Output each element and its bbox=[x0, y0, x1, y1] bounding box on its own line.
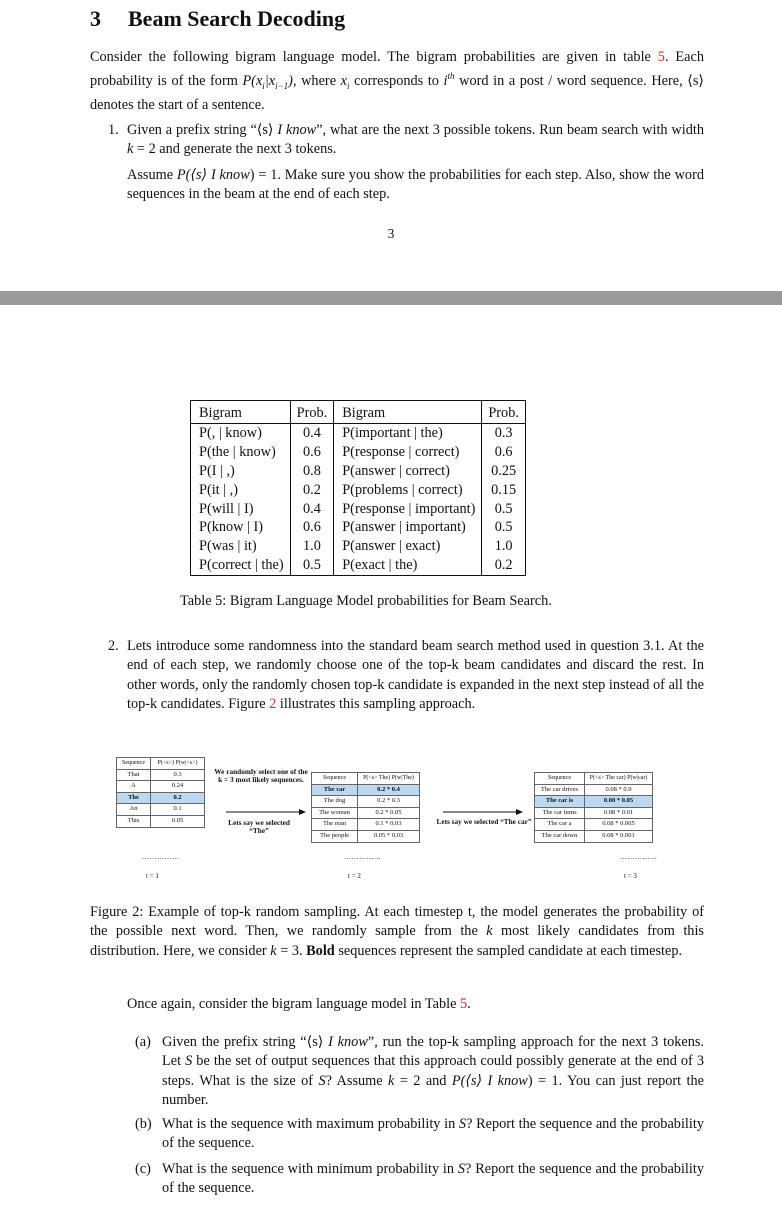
figure-table-t1 bbox=[116, 757, 205, 828]
figure-cell: The car turns bbox=[535, 807, 585, 819]
table-cell: 0.8 bbox=[290, 462, 334, 481]
intro-text-4: corresponds to bbox=[349, 73, 444, 90]
table-cell: 0.6 bbox=[290, 518, 334, 537]
figure-table-t3 bbox=[534, 772, 653, 843]
section-title-text: Beam Search Decoding bbox=[128, 6, 346, 31]
figure-table-header bbox=[312, 773, 420, 785]
section-title bbox=[90, 6, 345, 32]
figure-dots-t1: …………… bbox=[142, 853, 180, 861]
figure-cell: The woman bbox=[312, 807, 358, 819]
figure-cell: An bbox=[117, 804, 151, 816]
figure-row bbox=[117, 781, 205, 793]
intro-text-5: word in a post / word sequence. Here, ⟨s⟩ denotes the start of a sentence. bbox=[90, 73, 705, 114]
figure-table-header bbox=[535, 773, 653, 785]
table-cell: 0.5 bbox=[482, 500, 526, 519]
figure-cell: 0.05 bbox=[151, 815, 205, 827]
figure-cell: 0.08 * 0.05 bbox=[585, 796, 653, 808]
figure-cell: The car is bbox=[535, 796, 585, 808]
bigram-table bbox=[190, 400, 526, 576]
table-link[interactable]: 5 bbox=[460, 996, 468, 1012]
table-link[interactable]: 5 bbox=[657, 49, 665, 65]
table-header-row bbox=[191, 401, 526, 424]
intro-text-1: Consider the following bigram language model. The bigram probabilities are given in table bbox=[90, 49, 658, 65]
table-cell: P(problems | correct) bbox=[334, 481, 482, 500]
figure-time-t1: t = 1 bbox=[146, 872, 159, 880]
table-header: Bigram bbox=[191, 401, 291, 424]
figure-link[interactable]: 2 bbox=[269, 695, 277, 712]
table-row bbox=[191, 481, 526, 500]
subquestion-c-body: What is the sequence with minimum probability in S? Report the sequence and the probability of the sequence. bbox=[162, 1161, 704, 1197]
figure-header-cell: Sequence bbox=[117, 758, 151, 770]
figure-cell: 0.08 * 0.9 bbox=[585, 784, 653, 796]
intro-ith: $i^{th}$ bbox=[443, 71, 455, 90]
figure-cell: 0.2 bbox=[151, 792, 205, 804]
page-divider bbox=[0, 291, 782, 305]
figure-note-select: We randomly select one of the k = 3 most likely sequences. bbox=[214, 767, 308, 785]
figure-cell: 0.08 * 0.005 bbox=[585, 819, 653, 831]
table-row bbox=[191, 462, 526, 481]
table-cell: P(correct | the) bbox=[191, 556, 291, 575]
figure-table-header bbox=[117, 758, 205, 770]
figure-caption: Figure 2: Example of top-k random sampling. At each timestep t, the model generates the probability of the possible next word. Then, we randomly sample from the k most likely candidates from this distribution. Here, we consider k = 3. Bold sequences represent the sampled candidate at each timestep. bbox=[90, 904, 704, 959]
intro-formula: $P(x_i|x_{i-1})$ bbox=[242, 73, 293, 91]
table-cell: 0.5 bbox=[482, 518, 526, 537]
arrow-right-icon bbox=[443, 808, 523, 816]
figure-cell: 0.08 * 0.001 bbox=[585, 830, 653, 842]
intro-xi: $x_i$ bbox=[340, 73, 350, 91]
figure-cell: That bbox=[117, 769, 151, 781]
table-cell: P(answer | correct) bbox=[334, 462, 482, 481]
arrow-right-icon bbox=[226, 808, 306, 816]
figure-cell: 0.05 * 0.03 bbox=[358, 830, 420, 842]
table-cell: 0.2 bbox=[290, 481, 334, 500]
subquestion-a-label: (a) bbox=[135, 1034, 151, 1050]
once-again-paragraph: Once again, consider the bigram language model in Table 5. bbox=[127, 996, 471, 1012]
table-cell: P(it | ,) bbox=[191, 481, 291, 500]
table-row bbox=[191, 443, 526, 462]
table-header: Prob. bbox=[290, 401, 334, 424]
figure-cell: This bbox=[117, 815, 151, 827]
table-cell: 0.4 bbox=[290, 423, 334, 442]
figure-cell: The car bbox=[312, 784, 358, 796]
table-cell: P(know | I) bbox=[191, 518, 291, 537]
table-cell: 1.0 bbox=[290, 537, 334, 556]
table-cell: 0.2 bbox=[482, 556, 526, 575]
figure-note-selected-the-car: Lets say we selected “The car” bbox=[436, 817, 532, 826]
figure-header-cell: Sequence bbox=[312, 773, 358, 785]
figure-cell: The bbox=[117, 792, 151, 804]
figure-dots-t2: …………… bbox=[344, 853, 382, 861]
table-cell: 1.0 bbox=[482, 537, 526, 556]
table-header: Bigram bbox=[334, 401, 482, 424]
table-cell: P(answer | exact) bbox=[334, 537, 482, 556]
table-cell: P(answer | important) bbox=[334, 518, 482, 537]
table-cell: P(important | the) bbox=[334, 423, 482, 442]
page-number: 3 bbox=[387, 226, 395, 241]
table-row bbox=[191, 423, 526, 442]
figure-cell: 0.2 * 0.3 bbox=[358, 796, 420, 808]
figure-row bbox=[312, 819, 420, 831]
question-2 bbox=[108, 637, 704, 714]
table-cell: P(response | important) bbox=[334, 500, 482, 519]
figure-cell: The car a bbox=[535, 819, 585, 831]
figure-row bbox=[535, 819, 653, 831]
figure-table-t2 bbox=[311, 772, 420, 843]
figure-cell: 0.24 bbox=[151, 781, 205, 793]
figure-note-selected-the: Lets say we selected “The” bbox=[228, 818, 290, 836]
section-number: 3 bbox=[90, 6, 101, 31]
table-cell: 0.6 bbox=[482, 443, 526, 462]
question-2-label: 2. bbox=[108, 638, 119, 654]
figure-time-t3: t = 3 bbox=[624, 872, 637, 880]
figure-cell: 0.1 * 0.03 bbox=[358, 819, 420, 831]
figure-row bbox=[535, 807, 653, 819]
figure-row bbox=[117, 804, 205, 816]
figure-row bbox=[535, 784, 653, 796]
figure-row bbox=[117, 815, 205, 827]
figure-cell: A bbox=[117, 781, 151, 793]
table-row bbox=[191, 556, 526, 575]
table-cell: 0.4 bbox=[290, 500, 334, 519]
intro-paragraph bbox=[90, 48, 704, 116]
figure-header-cell: P(<s> The) P(w|The) bbox=[358, 773, 420, 785]
figure-cell: The car drives bbox=[535, 784, 585, 796]
figure-cell: 0.2 * 0.05 bbox=[358, 807, 420, 819]
figure-row bbox=[312, 830, 420, 842]
question-1-body: Given a prefix string “⟨s⟩ I know”, what are the next 3 possible tokens. Run beam search with width k = 2 and generate the next 3 tokens. bbox=[127, 122, 704, 158]
table-cell: P(response | correct) bbox=[334, 443, 482, 462]
question-1 bbox=[108, 121, 704, 160]
table-row bbox=[191, 537, 526, 556]
figure-row-selected bbox=[535, 796, 653, 808]
table-cell: P(exact | the) bbox=[334, 556, 482, 575]
figure-row-selected bbox=[117, 792, 205, 804]
subquestion-c bbox=[135, 1160, 704, 1199]
table-cell: 0.25 bbox=[482, 462, 526, 481]
figure-dots-t3: …………… bbox=[620, 853, 658, 861]
table-cell: P(will | I) bbox=[191, 500, 291, 519]
table-cell: P(was | it) bbox=[191, 537, 291, 556]
figure-header-cell: Sequence bbox=[535, 773, 585, 785]
figure-row bbox=[117, 769, 205, 781]
figure-cell: The dog bbox=[312, 796, 358, 808]
question-2-body: Lets introduce some randomness into the standard beam search method used in question 3.1. At the end of each step, we randomly choose one of the top-k beam candidates and discard the rest. In other words, only the randomly chosen top-k candidate is expanded in the next step instead of all the top-k candidates. Figure 2 illustrates this sampling approach. bbox=[127, 638, 704, 712]
intro-text-2: . Each probability is of the form bbox=[90, 49, 704, 90]
figure-row bbox=[312, 796, 420, 808]
figure-cell: 0.2 * 0.4 bbox=[358, 784, 420, 796]
table-cell: 0.6 bbox=[290, 443, 334, 462]
figure-row-selected bbox=[312, 784, 420, 796]
figure-row bbox=[312, 807, 420, 819]
figure-cell: The people bbox=[312, 830, 358, 842]
intro-text-3: , where bbox=[292, 73, 341, 90]
table-cell: P(, | know) bbox=[191, 423, 291, 442]
subquestion-b-label: (b) bbox=[135, 1116, 152, 1132]
subquestion-c-label: (c) bbox=[135, 1161, 151, 1177]
figure-cell: 0.08 * 0.01 bbox=[585, 807, 653, 819]
table-cell: P(I | ,) bbox=[191, 462, 291, 481]
table-row bbox=[191, 500, 526, 519]
table-header: Prob. bbox=[482, 401, 526, 424]
table-caption: Table 5: Bigram Language Model probabilities for Beam Search. bbox=[180, 593, 552, 609]
subquestion-b-body: What is the sequence with maximum probability in S? Report the sequence and the probability of the sequence. bbox=[162, 1116, 704, 1152]
figure-cell: 0.1 bbox=[151, 804, 205, 816]
figure-cell: 0.3 bbox=[151, 769, 205, 781]
subquestion-a bbox=[135, 1033, 704, 1110]
figure-header-cell: P(<s>) P(w|<s>) bbox=[151, 758, 205, 770]
subquestion-b bbox=[135, 1115, 704, 1154]
figure-cell: The man bbox=[312, 819, 358, 831]
table-row bbox=[191, 518, 526, 537]
table-cell: P(the | know) bbox=[191, 443, 291, 462]
figure-cell: The car down bbox=[535, 830, 585, 842]
table-cell: 0.5 bbox=[290, 556, 334, 575]
figure-time-t2: t = 2 bbox=[348, 872, 361, 880]
figure-row bbox=[535, 830, 653, 842]
figure-header-cell: P(<s> The car) P(w|car) bbox=[585, 773, 653, 785]
question-1-label: 1. bbox=[108, 122, 119, 138]
subquestion-a-body: Given the prefix string “⟨s⟩ I know”, run the top-k sampling approach for the next 3 tokens. Let S be the set of output sequences that this approach could possibly generate at the end of 3 steps. What is the size of S? Assume k = 2 and P(⟨s⟩ I know) = 1. You can just report the number. bbox=[162, 1034, 704, 1108]
table-cell: 0.15 bbox=[482, 481, 526, 500]
table-cell: 0.3 bbox=[482, 423, 526, 442]
question-1-assumption: Assume P(⟨s⟩ I know) = 1. Make sure you show the probabilities for each step. Also, show the word sequences in the beam at the end of each step. bbox=[127, 167, 704, 203]
